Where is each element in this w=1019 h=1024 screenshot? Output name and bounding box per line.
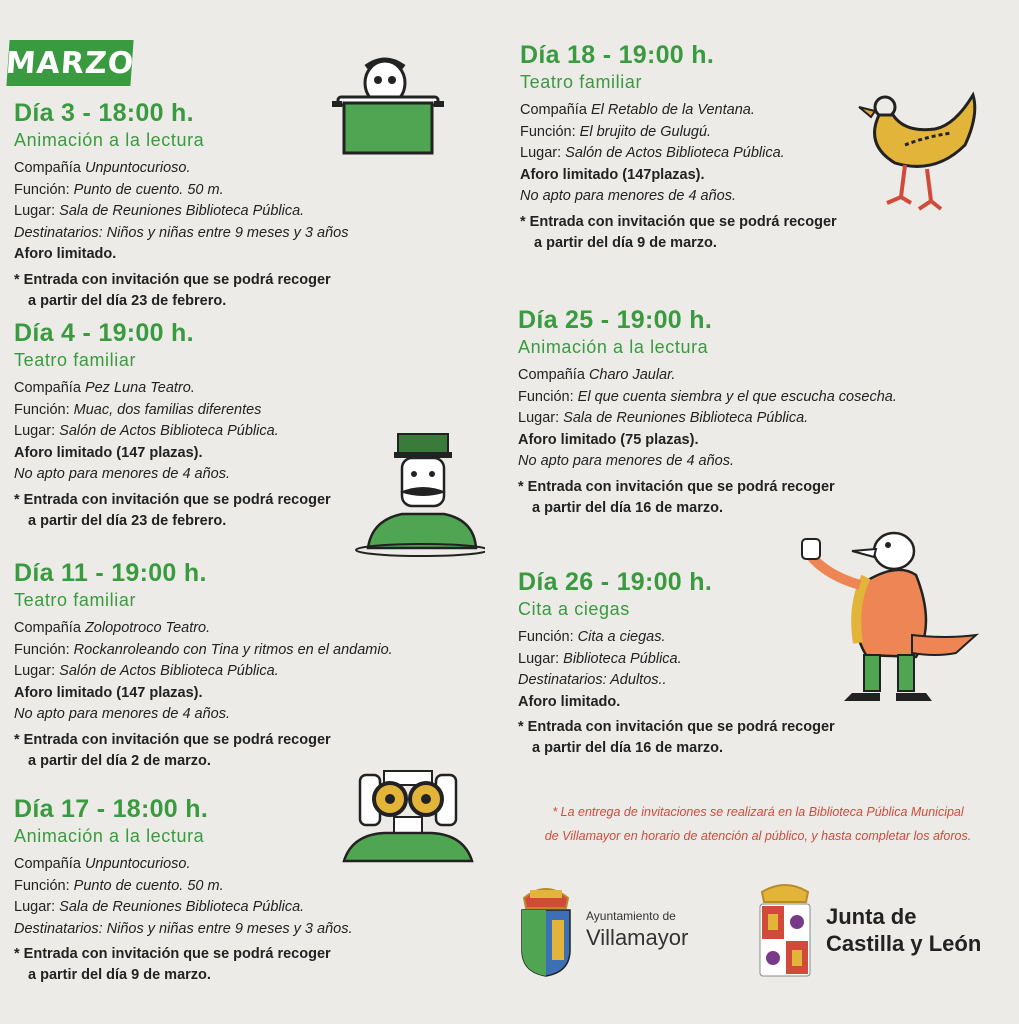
event-detail-line xyxy=(14,158,348,180)
event-detail-line: Aforo limitado (147 plazas). xyxy=(14,684,203,701)
detail-value: Punto de cuento. 50 m. xyxy=(73,877,224,894)
event-detail-line xyxy=(14,876,353,898)
detail-label: Función: xyxy=(14,877,74,894)
event-date: Día 18 - 19:00 h. xyxy=(520,41,715,69)
invitation-note-line: * Entrada con invitación que se podrá recoger xyxy=(14,271,331,288)
detail-value: Muac, dos familias diferentes xyxy=(73,401,262,418)
junta-label-line1: Junta de xyxy=(826,904,917,929)
event-type: Cita a ciegas xyxy=(518,599,630,619)
ayuntamiento-logo xyxy=(516,880,688,980)
event-date: Día 25 - 19:00 h. xyxy=(518,306,713,334)
event-detail-line xyxy=(518,649,835,671)
event-detail-line xyxy=(14,421,331,443)
detail-label: Lugar: xyxy=(14,203,60,219)
event-detail-line xyxy=(14,897,353,919)
event-detail-line: No apto para menores de 4 años. xyxy=(520,188,737,204)
footnote-line-1: * La entrega de invitaciones se realizará en la Biblioteca Pública Municipal xyxy=(552,805,964,819)
invitation-note-line: * Entrada con invitación que se podrá recoger xyxy=(518,719,835,735)
invitation-note-line: a partir del día 16 de marzo. xyxy=(532,740,723,756)
pot-character-icon xyxy=(330,45,450,160)
invitation-note-line: a partir del día 9 de marzo. xyxy=(534,234,717,251)
event-detail-line xyxy=(14,640,393,662)
event-detail-line: Destinatarios: Niños y niñas entre 9 meses y 3 años xyxy=(14,224,349,241)
invitation-note xyxy=(518,477,897,519)
invitation-note-line: a partir del día 2 de marzo. xyxy=(28,752,211,769)
event-detail-line: Aforo limitado (147 plazas). xyxy=(14,444,203,461)
event-date: Día 26 - 19:00 h. xyxy=(518,568,713,596)
event-detail-line xyxy=(14,378,331,400)
invitation-note-line: a partir del día 23 de febrero. xyxy=(28,512,227,529)
detail-label: Lugar: xyxy=(14,423,60,439)
detail-label: Función: xyxy=(14,641,74,658)
detail-label: Lugar: xyxy=(518,650,564,667)
detail-label: Función: xyxy=(14,401,74,418)
invitation-note xyxy=(520,212,837,254)
detail-value: Rockanroleando con Tina y ritmos en el andamio. xyxy=(73,641,393,658)
detail-value: El Retablo de la Ventana. xyxy=(590,102,755,118)
castilla-leon-coat-of-arms-icon xyxy=(756,880,814,980)
event-detail-line: Aforo limitado. xyxy=(518,693,621,710)
month-badge: MARZO xyxy=(6,40,133,86)
detail-value: Zolopotroco Teatro. xyxy=(84,620,211,636)
event-march-18 xyxy=(520,40,837,254)
ayuntamiento-label: Ayuntamiento de xyxy=(586,909,676,923)
detail-value: Unpuntocurioso. xyxy=(84,856,191,872)
invitation-note-line: * Entrada con invitación que se podrá recoger xyxy=(14,491,331,508)
invitation-note-line: * Entrada con invitación que se podrá recoger xyxy=(14,946,331,962)
detail-value: Sala de Reuniones Biblioteca Pública. xyxy=(59,899,305,915)
event-detail-line: Destinatarios: Niños y niñas entre 9 meses y 3 años. xyxy=(14,920,353,937)
detail-value: Punto de cuento. 50 m. xyxy=(73,181,224,198)
footnote-line-2: de Villamayor en horario de atención al público, y hasta completar los aforos. xyxy=(544,829,972,843)
invitation-note-line: a partir del día 16 de marzo. xyxy=(532,499,723,516)
junta-logo xyxy=(756,880,981,980)
event-date: Día 3 - 18:00 h. xyxy=(14,99,194,127)
detail-value: Cita a ciegas. xyxy=(577,629,666,645)
detail-label: Lugar: xyxy=(14,663,60,679)
event-detail-line xyxy=(14,661,393,683)
detail-label: Lugar: xyxy=(518,410,564,426)
detail-label: Compañía xyxy=(518,367,589,383)
invitation-note-line: * Entrada con invitación que se podrá recoger xyxy=(518,478,835,495)
event-detail-line xyxy=(520,100,837,122)
event-detail-line: No apto para menores de 4 años. xyxy=(518,453,735,469)
detail-label: Compañía xyxy=(14,620,85,636)
event-detail-line xyxy=(518,627,835,649)
event-detail-line: Aforo limitado. xyxy=(14,246,117,262)
event-detail-line: Aforo limitado (75 plazas). xyxy=(518,431,699,448)
event-detail-line: Aforo limitado (147plazas). xyxy=(520,166,705,183)
detail-value: Sala de Reuniones Biblioteca Pública. xyxy=(563,410,809,426)
villamayor-coat-of-arms-icon xyxy=(516,880,576,980)
invitation-note-line: * Entrada con invitación que se podrá recoger xyxy=(520,213,837,230)
event-detail-line: No apto para menores de 4 años. xyxy=(14,466,231,482)
detail-value: Unpuntocurioso. xyxy=(84,160,191,176)
event-date: Día 4 - 19:00 h. xyxy=(14,319,194,347)
event-detail-line xyxy=(14,854,353,876)
event-march-26 xyxy=(518,567,835,759)
delivery-footnote xyxy=(518,800,998,848)
event-detail-line xyxy=(518,365,897,387)
invitation-note xyxy=(14,490,331,532)
event-detail-line xyxy=(14,201,348,223)
villamayor-label: Villamayor xyxy=(586,925,689,950)
event-march-4 xyxy=(14,318,331,532)
detail-label: Compañía xyxy=(14,380,85,396)
detail-value: Salón de Actos Biblioteca Pública. xyxy=(565,145,785,161)
event-detail-line xyxy=(14,618,393,640)
invitation-note-line: a partir del día 23 de febrero. xyxy=(28,292,227,309)
event-march-3 xyxy=(14,98,348,312)
event-march-11 xyxy=(14,558,393,772)
event-detail-line xyxy=(518,408,897,430)
event-detail-line xyxy=(14,400,331,422)
detail-label: Compañía xyxy=(14,160,85,176)
detail-label: Lugar: xyxy=(520,145,566,161)
detail-label: Función: xyxy=(518,388,578,405)
binoculars-character-icon xyxy=(338,765,478,865)
event-march-25 xyxy=(518,305,897,519)
detail-label: Función: xyxy=(520,123,580,140)
junta-label-line2: Castilla y León xyxy=(826,931,982,956)
detail-value: Salón de Actos Biblioteca Pública. xyxy=(59,423,279,439)
detail-label: Función: xyxy=(518,629,578,645)
event-date: Día 11 - 19:00 h. xyxy=(14,559,207,587)
invitation-note xyxy=(518,717,835,759)
mustache-officer-icon xyxy=(350,430,485,560)
event-detail-line xyxy=(14,180,348,202)
detail-label: Función: xyxy=(14,181,74,198)
event-detail-line xyxy=(518,387,897,409)
event-type: Teatro familiar xyxy=(14,590,137,610)
event-detail-line: Destinatarios: Adultos.. xyxy=(518,672,667,688)
detail-value: Sala de Reuniones Biblioteca Pública. xyxy=(59,203,305,219)
event-type: Teatro familiar xyxy=(14,350,137,370)
event-type: Animación a la lectura xyxy=(14,826,205,846)
detail-value: Biblioteca Pública. xyxy=(563,650,682,667)
detail-label: Lugar: xyxy=(14,899,60,915)
event-detail-line: No apto para menores de 4 años. xyxy=(14,706,231,722)
event-detail-line xyxy=(520,122,837,144)
detail-label: Compañía xyxy=(520,102,591,118)
detail-value: Salón de Actos Biblioteca Pública. xyxy=(59,663,279,679)
event-type: Animación a la lectura xyxy=(14,130,205,150)
invitation-note-line: * Entrada con invitación que se podrá recoger xyxy=(14,731,331,748)
event-type: Teatro familiar xyxy=(520,72,643,92)
detail-value: El brujito de Gulugú. xyxy=(579,123,712,140)
chicken-icon xyxy=(845,85,985,220)
event-type: Animación a la lectura xyxy=(518,337,709,357)
event-detail-line xyxy=(520,143,837,165)
invitation-note xyxy=(14,730,393,772)
bird-gentleman-icon xyxy=(796,525,986,710)
event-march-17 xyxy=(14,794,353,986)
invitation-note-line: a partir del día 9 de marzo. xyxy=(28,967,211,983)
invitation-note xyxy=(14,944,353,986)
detail-value: El que cuenta siembra y el que escucha cosecha. xyxy=(577,388,897,405)
invitation-note xyxy=(14,270,348,312)
detail-label: Compañía xyxy=(14,856,85,872)
detail-value: Pez Luna Teatro. xyxy=(84,380,195,396)
event-date: Día 17 - 18:00 h. xyxy=(14,795,209,823)
detail-value: Charo Jaular. xyxy=(588,367,676,383)
